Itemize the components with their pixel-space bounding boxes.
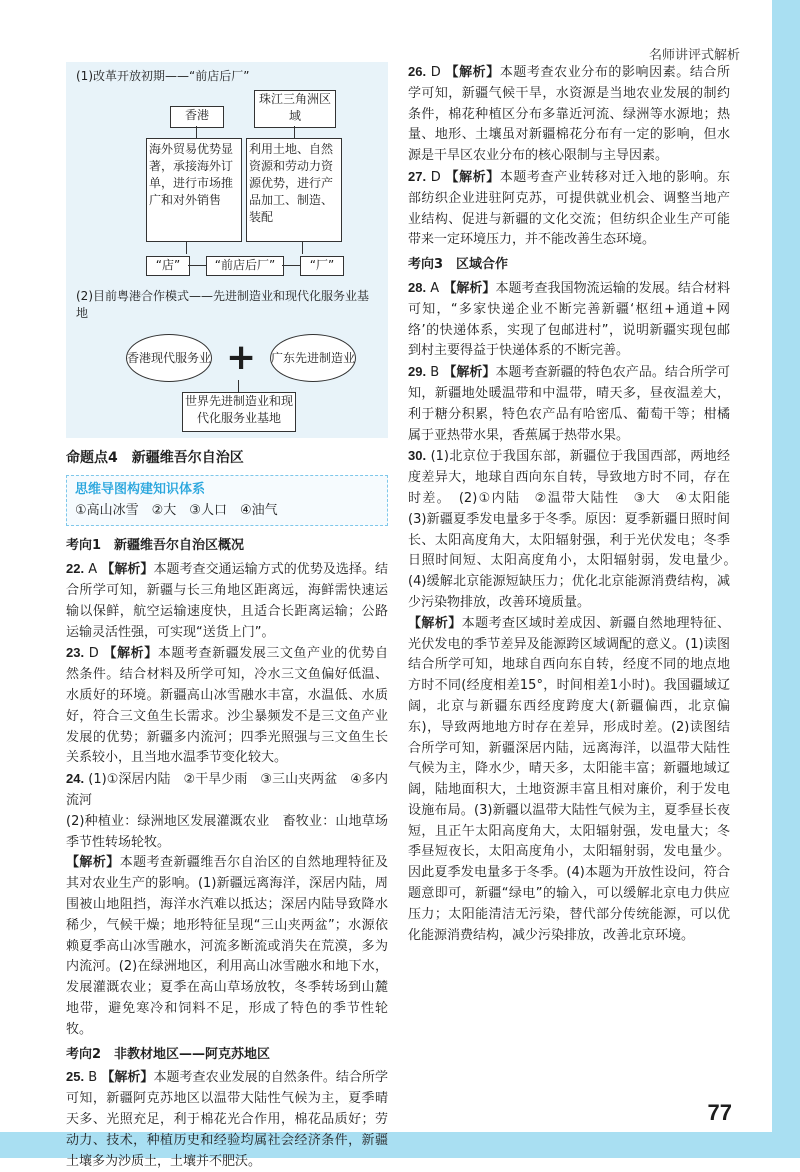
question-29: 29. B 【解析】本题考查新疆的特色农产品。结合所学可知，新疆地处暖温带和中温带，晴天多，昼夜温差大，利于糖分积累，特色农产品有哈密瓜、葡萄干等；柑橘属于亚热带水果，香蕉属于热带水果。	[408, 364, 730, 443]
question-28: 28. A 【解析】本题考查我国物流运输的发展。结合材料可知，“多家快递企业不断完善新疆‘枢纽+通道+网络’的快递体系，实现了包邮进村”，说明新疆实现包邮到村主要得益于快递体系的不断完善。	[408, 279, 730, 359]
hk-service-oval: 香港现代服务业	[126, 334, 212, 382]
connector	[188, 265, 206, 266]
connector	[196, 126, 197, 138]
section-title: 命题点4 新疆维吾尔自治区	[66, 450, 244, 466]
front-back-box: “前店后厂”	[206, 256, 284, 276]
question-24: 24. (1)①深居内陆 ②干旱少雨 ③三山夹两盆 ④多内流河	[66, 771, 388, 808]
down-arrow-icon	[238, 380, 239, 392]
question-25: 25. B 【解析】本题考查农业发展的自然条件。结合所学可知，新疆阿克苏地区以温带大陆性气候为主，夏季晴天多、光照充足，利于棉花光合作用，棉花品质好；劳动力、技术，种植历史和经验均属社会经济条件，新疆土壤多为沙质土，土壤并不肥沃。	[66, 1069, 388, 1169]
decorative-side-bar	[772, 0, 800, 1158]
shop-box: “店”	[146, 256, 190, 276]
mindmap-items: ①高山冰雪 ②大 ③人口 ④油气	[75, 502, 278, 518]
prd-desc-box: 利用土地、自然资源和劳动力资源优势，进行产品加工、制造、装配	[246, 138, 342, 242]
connector	[282, 265, 300, 266]
header-corner	[744, 34, 772, 64]
factory-box: “厂”	[300, 256, 344, 276]
question-26: 26. D 【解析】本题考查农业分布的影响因素。结合所学可知，新疆气候干旱，水资源是当地农业发展的制约条件，棉花种植区分布多靠近河流、绿洲等水源地；热量、地形、土壤虽对新疆棉花分布有一定的影响，但水源是干旱区农业分布的核心限制与主导因素。	[408, 64, 730, 164]
connector	[186, 242, 187, 254]
direction-heading: 考向2 非教材地区——阿克苏地区	[66, 1046, 271, 1062]
question-27: 27. D 【解析】本题考查产业转移对迁入地的影响。东部纺织企业进驻阿克苏，可提供就业机会、调整当地产业结构、促进与新疆的文化交流；但纺织企业生产可能带来一定环境压力，并不能改善生态环境。	[408, 168, 730, 248]
question-24-analysis: 【解析】本题考查新疆维吾尔自治区的自然地理特征及其对农业生产的影响。(1)新疆远离海洋，深居内陆，周围被山地阻挡，海洋水汽难以抵达；深居内陆导致降水稀少，气候干燥；地形特征呈现“三山夹两盆”；水源依赖夏季高山冰雪融水，河流多断流或消失在荒漠，多为内流河。(2)在绿洲地区，利用高山冰雪融水和地下水，发展灌溉农业；夏季在高山草场放牧，冬季转场到山麓地带，避免寒冷和饲料不足，形成了特色的季节性轮牧。	[66, 855, 388, 1037]
diagram-caption-1: (1)改革开放初期——“前店后厂”	[76, 69, 250, 83]
hk-box: 香港	[170, 106, 224, 128]
right-column	[408, 62, 744, 946]
cooperation-diagram	[66, 62, 388, 438]
connector	[302, 242, 303, 254]
question-30-analysis: 【解析】本题考查区域时差成因、新疆自然地理特征、光伏发电的季节差异及能源跨区域调配的意义。(1)读图结合所学可知，地球自西向东自转，经度不同的地点地方时不同(经度相差15°，时间相差1小时)。我国疆域辽阔，北京与新疆东西经度跨度大(新疆偏西，北京偏东)，导致两地地方时存在差异，形成时差。(2)读图结合所学可知，新疆深居内陆，远离海洋，以温带大陆性气候为主，降水少，晴天多，太阳能丰富；新疆地域辽阔，陆地面积大，土地资源丰富且相对廉价，利于发电设施布局。(3)新疆以温带大陆性气候为主，夏季昼长夜短，且正午太阳高度角大，太阳辐射强，发电量大；冬季昼短夜长，太阳高度角小，太阳辐射弱，发电量少。因此夏季发电量多于冬季。(4)本题为开放性设问，符合题意即可，新疆“绿电”的输入，可以缓解北京电力供应压力；太阳能清洁无污染，替代部分传统能源，可以优化能源消费结构，减少污染排放，改善北京环境。	[408, 615, 730, 943]
question-23: 23. D 【解析】本题考查新疆发展三文鱼产业的优势自然条件。结合材料及所学可知，冷水三文鱼偏好低温、水质好的环境。新疆高山冰雪融水丰富，水温低、水质好，符合三文鱼生长需求。沙尘暴频发不是三文鱼产业发展的优势；新疆多内流河；四季光照强与三文鱼生长关系较小，且当地水温季节变化较大。	[66, 645, 388, 766]
plus-sign: +	[226, 337, 257, 378]
diagram-caption-2: (2)目前粤港合作模式——先进制造业和现代化服务业基地	[76, 289, 369, 320]
connector	[294, 126, 295, 138]
mindmap-box	[66, 475, 388, 527]
question-30: 30. (1)北京位于我国东部，新疆位于我国西部，两地经度差异大，地球自西向东自转，导致地方时不同，存在时差。 (2)①内陆 ②温带大陆性 ③大 ④太阳能 (3)新疆夏季发电量多于冬季。原因：夏季新疆日照时间长、太阳高度角大，太阳辐射强，利于光伏发电；冬季日照时间短、太阳高度角小，太阳辐射弱，发电量少。 (4)缓解北京能源短缺压力；优化北京能源消费结构，减少污染物排放，改善环境质量。	[408, 448, 744, 610]
mindmap-title: 思维导图构建知识体系	[75, 481, 206, 497]
page-number: 77	[707, 1100, 732, 1125]
question-24-part2: (2)种植业：绿洲地区发展灌溉农业 畜牧业：山地草场季节性转场轮牧。	[66, 813, 388, 850]
gd-mfg-oval: 广东先进制造业	[270, 334, 356, 382]
result-box: 世界先进制造业和现代化服务业基地	[182, 392, 296, 432]
direction-heading: 考向3 区域合作	[408, 257, 509, 273]
prd-box: 珠江三角洲区域	[254, 90, 336, 128]
hk-desc-box: 海外贸易优势显著，承接海外订单，进行市场推广和对外销售	[146, 138, 242, 242]
question-22: 22. A 【解析】本题考查交通运输方式的优势及选择。结合所学可知，新疆与长三角地区距离远，海鲜需快速运输以保鲜，航空运输速度快，且适合长距离运输；公路运输灵活性强，可实现“送货上门”。	[66, 561, 388, 640]
left-column	[66, 62, 388, 1172]
page-header: 名师讲评式解析	[648, 48, 740, 63]
direction-heading: 考向1 新疆维吾尔自治区概况	[66, 538, 245, 554]
